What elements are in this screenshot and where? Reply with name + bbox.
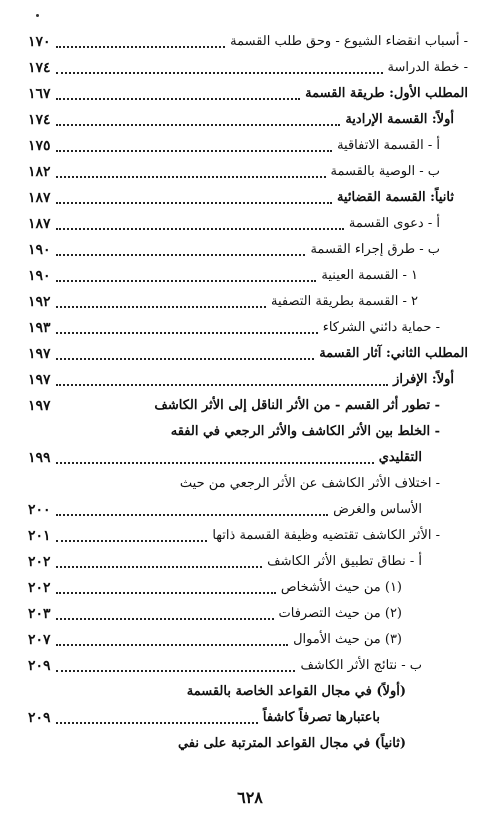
toc-entry-title: أولاً: الإفراز <box>393 372 454 387</box>
toc-entry-page: ٢٠٩ <box>28 710 51 726</box>
toc-entry <box>28 654 468 678</box>
toc-entry <box>28 290 468 314</box>
dot-leader <box>56 540 208 542</box>
dot-leader <box>56 254 306 256</box>
page-number: ٦٢٨ <box>237 788 263 807</box>
toc-entry-title: ب - الوصية بالقسمة <box>330 164 440 179</box>
toc-entry-title: (٣) من حيث الأموال <box>293 632 402 647</box>
dot-leader <box>56 98 301 100</box>
toc-entry-title: ب - نتائج الأثر الكاشف <box>300 658 422 673</box>
dot-leader <box>56 124 341 126</box>
toc-entry-title: أ - نطاق تطبيق الأثر الكاشف <box>267 554 422 569</box>
toc-entry <box>28 732 468 756</box>
toc-entry-page: ٢٠٧ <box>28 632 51 648</box>
toc-entry-title: (أولاً) في مجال القواعد الخاصة بالقسمة <box>186 684 406 699</box>
toc-entry <box>28 628 468 652</box>
dot-leader <box>56 566 263 568</box>
toc-entry <box>28 30 468 54</box>
toc-entry-title: - الأثر الكاشف تقتضيه وظيفة القسمة ذاتها <box>212 528 440 543</box>
toc-entry <box>28 472 468 496</box>
toc-entry <box>28 368 468 392</box>
toc-entry <box>28 706 468 730</box>
toc-entry <box>28 342 468 366</box>
dot-leader <box>56 670 296 672</box>
dot-leader <box>56 228 344 230</box>
toc-entry-page: ٢٠٠ <box>28 502 51 518</box>
toc-entry-title: التقليدي <box>378 450 422 465</box>
toc-entry <box>28 420 468 444</box>
dot-leader <box>56 592 276 594</box>
toc-entry-page: ١٧٥ <box>28 138 51 154</box>
dot-leader <box>56 618 274 620</box>
toc-entry-title: ثانياً: القسمة القضائية <box>336 190 454 205</box>
toc-entry-title: - الخلط بين الأثر الكاشف والأثر الرجعي في الفقه <box>170 424 440 439</box>
dot-leader <box>56 332 318 334</box>
toc-entry <box>28 82 468 106</box>
toc-entry-page: ٢٠٢ <box>28 580 51 596</box>
toc-entry <box>28 108 468 132</box>
dot-leader <box>56 722 258 724</box>
toc-entry <box>28 160 468 184</box>
toc-entry-title: (ثانياً) في مجال القواعد المترتبة على نفي <box>177 736 406 751</box>
toc-entry-title: أ - دعوى القسمة <box>348 216 440 231</box>
toc-entry-page: ١٩٠ <box>28 242 51 258</box>
toc-entry-page: ١٩٠ <box>28 268 51 284</box>
toc-entry-title: - خطة الدراسة <box>387 60 468 75</box>
toc-entry-page: ١٩٧ <box>28 346 51 362</box>
toc-entry-title: المطلب الثاني: آثار القسمة <box>319 346 468 361</box>
toc-entry <box>28 446 468 470</box>
toc-entry <box>28 498 468 522</box>
toc-entry-page: ١٧٠ <box>28 34 51 50</box>
corner-dot <box>36 14 39 17</box>
dot-leader <box>56 358 315 360</box>
dot-leader <box>56 176 326 178</box>
toc-entry-title: باعتبارها تصرفاً كاشفاً <box>262 710 380 725</box>
toc-entry-page: ٢٠٢ <box>28 554 51 570</box>
toc-entry-page: ١٧٤ <box>28 60 51 76</box>
dot-leader <box>56 46 226 48</box>
toc-entry-page: ٢٠٣ <box>28 606 51 622</box>
toc-entry <box>28 134 468 158</box>
toc-entry <box>28 602 468 626</box>
toc-entry-page: ١٩٧ <box>28 372 51 388</box>
toc-entry-title: الأساس والغرض <box>333 502 422 517</box>
toc-entry-title: ٢ - القسمة بطريقة التصفية <box>271 294 418 309</box>
dot-leader <box>56 384 389 386</box>
toc-entry <box>28 524 468 548</box>
toc-entry-page: ١٩٢ <box>28 294 51 310</box>
toc-entry-title: المطلب الأول: طريقة القسمة <box>305 86 468 101</box>
dot-leader <box>56 644 289 646</box>
toc-entry-page: ١٦٧ <box>28 86 51 102</box>
toc-entry <box>28 264 468 288</box>
dot-leader <box>56 202 332 204</box>
toc-entry-title: - اختلاف الأثر الكاشف عن الأثر الرجعي من حيث <box>179 476 440 491</box>
toc-entry-title: - حماية دائني الشركاء <box>322 320 440 335</box>
toc-entry-page: ١٨٢ <box>28 164 51 180</box>
toc-entry-title: (١) من حيث الأشخاص <box>280 580 402 595</box>
toc-entry-page: ١٩٧ <box>28 398 51 414</box>
toc-entry <box>28 316 468 340</box>
toc-entry <box>28 576 468 600</box>
toc-entry-page: ١٨٧ <box>28 216 51 232</box>
dot-leader <box>56 150 333 152</box>
dot-leader <box>56 306 266 308</box>
toc-entry-title: أ - القسمة الاتفاقية <box>337 138 440 153</box>
toc-entry-page: ١٧٤ <box>28 112 51 128</box>
toc-entry <box>28 186 468 210</box>
toc-entry <box>28 550 468 574</box>
toc-entry-title: ب - طرق إجراء القسمة <box>310 242 440 257</box>
dot-leader <box>56 462 374 464</box>
toc-entry-page: ١٩٣ <box>28 320 51 336</box>
toc-entry-page: ٢٠٩ <box>28 658 51 674</box>
toc-entry-title: (٢) من حيث التصرفات <box>278 606 402 621</box>
toc-entry-title: أولاً: القسمة الإرادية <box>345 112 454 127</box>
dot-leader <box>56 280 317 282</box>
dot-leader <box>56 514 329 516</box>
toc-entry <box>28 394 468 418</box>
toc-entry <box>28 238 468 262</box>
toc-entry-title: - تطور أثر القسم - من الأثر الناقل إلى الأثر الكاشف <box>154 398 440 413</box>
toc-entry-page: ٢٠١ <box>28 528 51 544</box>
toc-entry <box>28 680 468 704</box>
dot-leader <box>56 72 383 74</box>
toc-entry-page: ١٨٧ <box>28 190 51 206</box>
toc-entry-title: - أسباب انقضاء الشيوع - وحق طلب القسمة <box>230 34 468 49</box>
toc-entry-title: ١ - القسمة العينية <box>321 268 418 283</box>
toc-entry <box>28 56 468 80</box>
toc-entry <box>28 212 468 236</box>
toc-entry-page: ١٩٩ <box>28 450 51 466</box>
